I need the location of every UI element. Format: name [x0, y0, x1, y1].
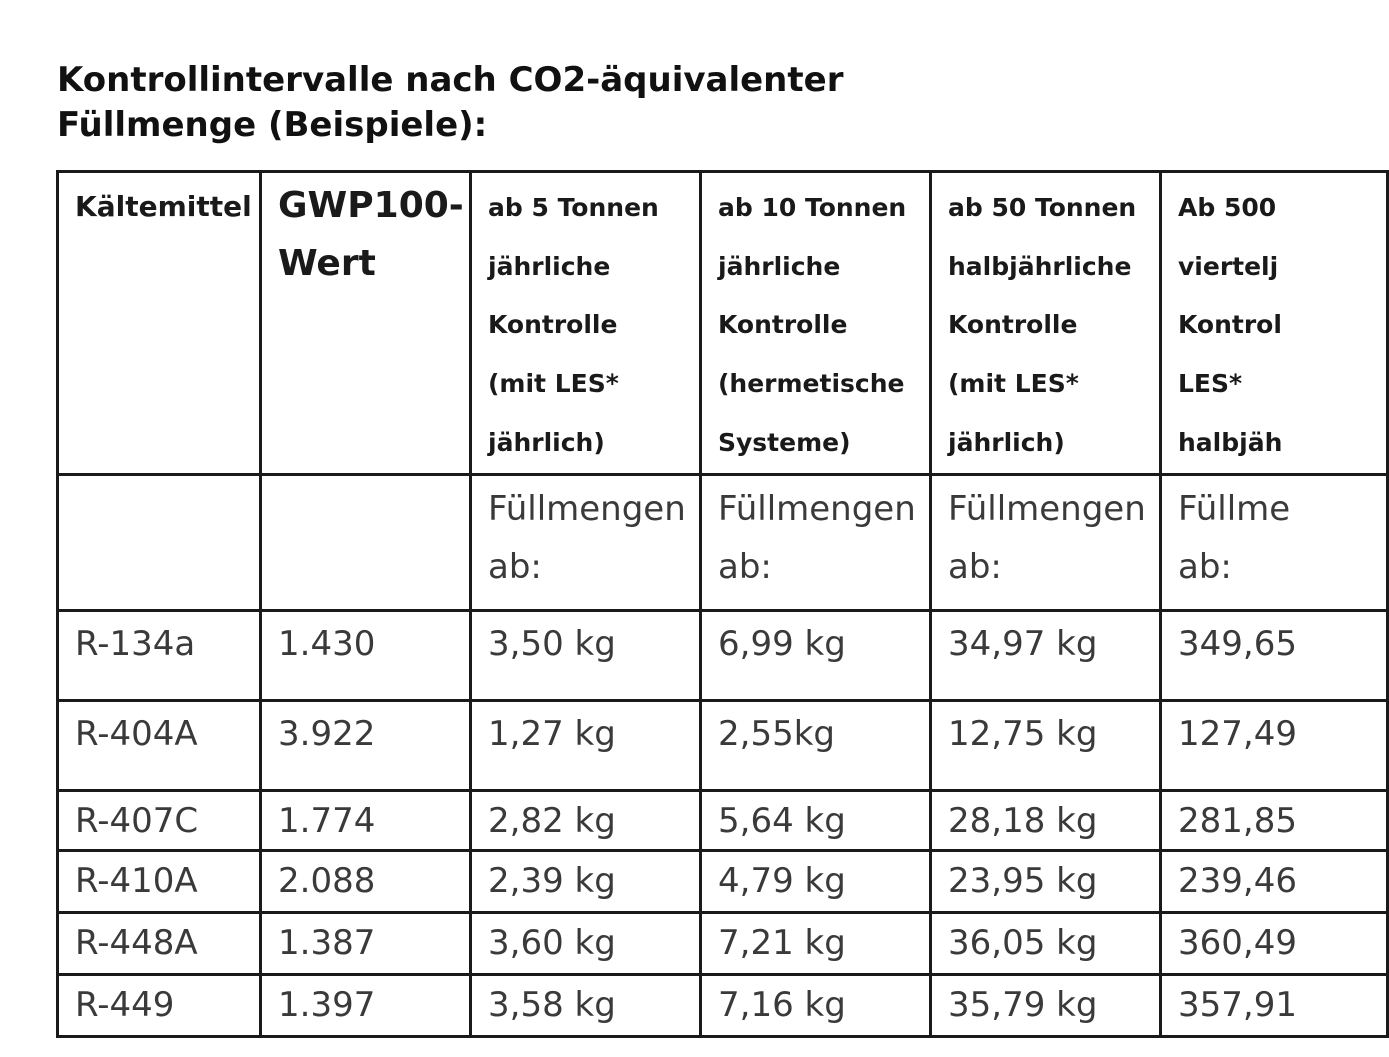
cell-refrigerant: R-449 [58, 974, 261, 1036]
header-line: jährlich) [948, 427, 1065, 457]
header-line: ab 5 Tonnen [488, 193, 659, 222]
table-header-row [58, 172, 1388, 475]
cell-50t: 23,95 kg [931, 850, 1161, 912]
title-line-1: Kontrollintervalle nach CO2-äquivalenter [57, 60, 844, 100]
subheader-line: Füllmengen [718, 488, 916, 529]
header-line: (hermetische [718, 369, 905, 399]
cell-gwp: 1.397 [261, 974, 471, 1036]
header-line: halbjäh [1178, 427, 1283, 457]
cell-5t: 1,27 kg [471, 700, 701, 790]
title-line-2: Füllmenge (Beispiele): [57, 105, 488, 145]
header-line: jährlich) [488, 427, 605, 457]
subheader-line: ab: [1178, 546, 1232, 587]
header-line: Kontrolle [948, 310, 1078, 340]
cell-gwp: 1.430 [261, 610, 471, 700]
table-row [58, 790, 1388, 850]
cell-gwp: 1.387 [261, 912, 471, 974]
cell-5t: 3,50 kg [471, 610, 701, 700]
cell-10t: 4,79 kg [701, 850, 931, 912]
cell-500t: 357,91 [1161, 974, 1388, 1036]
header-gwp [261, 172, 471, 475]
subheader-empty [261, 474, 471, 610]
subheader-fuellmengen [1161, 474, 1388, 610]
header-line: (mit LES* [948, 369, 1079, 399]
header-5-tonnen [471, 172, 701, 475]
header-line: Kontrolle [718, 310, 848, 340]
cell-10t: 2,55kg [701, 700, 931, 790]
cell-500t: 127,49 [1161, 700, 1388, 790]
subheader-line: ab: [718, 546, 772, 587]
header-gwp-line: GWP100- [278, 185, 464, 226]
subheader-empty [58, 474, 261, 610]
subheader-line: Füllmengen [488, 488, 686, 529]
control-interval-table [56, 170, 1297, 1034]
subheader-fuellmengen [471, 474, 701, 610]
table-row [58, 700, 1388, 790]
cell-50t: 12,75 kg [931, 700, 1161, 790]
header-50-tonnen [931, 172, 1161, 475]
header-line: ab 10 Tonnen [718, 193, 907, 222]
header-line: Kontrol [1178, 310, 1282, 340]
header-line: viertelj [1178, 251, 1279, 281]
subheader-line: ab: [948, 546, 1002, 587]
cell-10t: 7,21 kg [701, 912, 931, 974]
table-row [58, 912, 1388, 974]
cell-500t: 239,46 [1161, 850, 1388, 912]
cell-50t: 36,05 kg [931, 912, 1161, 974]
subheader-line: Füllme [1178, 488, 1291, 529]
header-line: LES* [1178, 369, 1243, 399]
cell-5t: 2,39 kg [471, 850, 701, 912]
cell-10t: 6,99 kg [701, 610, 931, 700]
subheader-fuellmengen [701, 474, 931, 610]
header-gwp-line: Wert [278, 243, 376, 284]
cell-500t: 349,65 [1161, 610, 1388, 700]
cell-50t: 35,79 kg [931, 974, 1161, 1036]
cell-gwp: 1.774 [261, 790, 471, 850]
header-10-tonnen [701, 172, 931, 475]
cell-gwp: 3.922 [261, 700, 471, 790]
page-title [57, 58, 843, 148]
cell-10t: 7,16 kg [701, 974, 931, 1036]
cell-10t: 5,64 kg [701, 790, 931, 850]
header-500-tonnen [1161, 172, 1388, 475]
cell-50t: 28,18 kg [931, 790, 1161, 850]
subheader-line: ab: [488, 546, 542, 587]
cell-refrigerant: R-404A [58, 700, 261, 790]
header-line: jährliche [488, 251, 611, 281]
header-line: Kontrolle [488, 310, 618, 340]
header-line: Systeme) [718, 427, 851, 457]
table-row [58, 974, 1388, 1036]
header-refrigerant: Kältemittel [58, 172, 261, 475]
header-line: Ab 500 [1178, 193, 1277, 222]
cell-5t: 2,82 kg [471, 790, 701, 850]
header-line: jährliche [718, 251, 841, 281]
cell-50t: 34,97 kg [931, 610, 1161, 700]
cell-refrigerant: R-410A [58, 850, 261, 912]
table-row [58, 850, 1388, 912]
header-line: ab 50 Tonnen [948, 193, 1137, 222]
table-row [58, 610, 1388, 700]
subheader-fuellmengen [931, 474, 1161, 610]
cell-refrigerant: R-448A [58, 912, 261, 974]
cell-refrigerant: R-407C [58, 790, 261, 850]
table-subheader-row [58, 474, 1388, 610]
cell-5t: 3,58 kg [471, 974, 701, 1036]
header-line: halbjährliche [948, 251, 1132, 281]
subheader-line: Füllmengen [948, 488, 1146, 529]
cell-5t: 3,60 kg [471, 912, 701, 974]
header-line: (mit LES* [488, 369, 619, 399]
cell-500t: 281,85 [1161, 790, 1388, 850]
cell-500t: 360,49 [1161, 912, 1388, 974]
cell-refrigerant: R-134a [58, 610, 261, 700]
cell-gwp: 2.088 [261, 850, 471, 912]
